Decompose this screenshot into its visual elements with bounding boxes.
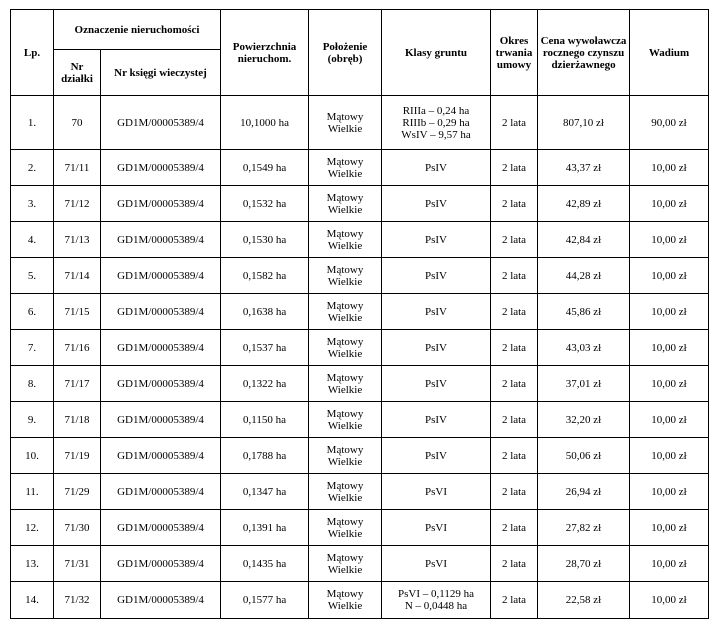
cell-powierzchnia: 0,1322 ha (221, 366, 309, 402)
cell-klasy-gruntu-line: PsIV (425, 233, 448, 246)
cell-cena: 42,89 zł (538, 186, 630, 222)
cell-powierzchnia: 0,1788 ha (221, 438, 309, 474)
cell-klasy-gruntu (382, 546, 491, 582)
cell-klasy-gruntu-line: PsIV (425, 269, 448, 282)
cell-lp: 14. (11, 582, 54, 619)
cell-nr-ksiegi: GD1M/00005389/4 (101, 96, 221, 150)
table-row (11, 222, 709, 258)
cell-polozenie-line: Wielkie (327, 419, 363, 432)
cell-cena: 807,10 zł (538, 96, 630, 150)
cell-okres: 2 lata (491, 438, 538, 474)
cell-lp: 8. (11, 366, 54, 402)
cell-klasy-gruntu-line: PsIV (425, 341, 448, 354)
cell-klasy-gruntu-line: PsIV (425, 377, 448, 390)
cell-cena: 43,03 zł (538, 330, 630, 366)
cell-nr-dzialki: 71/16 (54, 330, 101, 366)
cell-nr-ksiegi: GD1M/00005389/4 (101, 258, 221, 294)
cell-klasy-gruntu (382, 186, 491, 222)
cell-powierzchnia: 0,1150 ha (221, 402, 309, 438)
header-nr-ksiegi: Nr księgi wieczystej (101, 50, 221, 96)
table-row (11, 258, 709, 294)
cell-polozenie-line: Mątowy (326, 299, 364, 312)
cell-cena: 28,70 zł (538, 546, 630, 582)
cell-klasy-gruntu (382, 366, 491, 402)
cell-okres: 2 lata (491, 474, 538, 510)
cell-klasy-gruntu-line: RIIIa – 0,24 ha (402, 104, 470, 117)
cell-okres: 2 lata (491, 510, 538, 546)
cell-powierzchnia: 0,1435 ha (221, 546, 309, 582)
table-row (11, 186, 709, 222)
cell-nr-dzialki: 71/12 (54, 186, 101, 222)
cell-polozenie (309, 546, 382, 582)
cell-lp: 13. (11, 546, 54, 582)
cell-nr-dzialki: 71/30 (54, 510, 101, 546)
cell-okres: 2 lata (491, 96, 538, 150)
cell-okres: 2 lata (491, 294, 538, 330)
cell-klasy-gruntu (382, 510, 491, 546)
cell-polozenie-line: Wielkie (327, 275, 363, 288)
cell-powierzchnia: 0,1537 ha (221, 330, 309, 366)
cell-polozenie-line: Mątowy (326, 407, 364, 420)
cell-wadium: 10,00 zł (630, 222, 709, 258)
cell-wadium: 10,00 zł (630, 330, 709, 366)
cell-powierzchnia: 0,1391 ha (221, 510, 309, 546)
table-row (11, 402, 709, 438)
cell-polozenie-line: Mątowy (326, 443, 364, 456)
table-row (11, 510, 709, 546)
cell-lp: 7. (11, 330, 54, 366)
cell-klasy-gruntu-line: RIIIb – 0,29 ha (402, 116, 470, 129)
cell-cena: 32,20 zł (538, 402, 630, 438)
cell-powierzchnia: 0,1532 ha (221, 186, 309, 222)
cell-polozenie-line: Wielkie (327, 167, 363, 180)
cell-lp: 2. (11, 150, 54, 186)
header-powierzchnia: Powierzchnia nieruchom. (221, 10, 309, 96)
cell-polozenie (309, 150, 382, 186)
cell-okres: 2 lata (491, 582, 538, 619)
cell-nr-dzialki: 71/11 (54, 150, 101, 186)
cell-klasy-gruntu-line: PsIV (425, 413, 448, 426)
cell-powierzchnia: 0,1549 ha (221, 150, 309, 186)
cell-klasy-gruntu (382, 330, 491, 366)
table-row (11, 330, 709, 366)
cell-polozenie-line: Mątowy (326, 551, 364, 564)
cell-polozenie-line: Wielkie (327, 527, 363, 540)
cell-polozenie-line: Wielkie (327, 491, 363, 504)
cell-nr-dzialki: 70 (54, 96, 101, 150)
cell-klasy-gruntu-line: PsVI (425, 485, 448, 498)
cell-wadium: 10,00 zł (630, 510, 709, 546)
cell-polozenie-line: Mątowy (326, 588, 364, 600)
cell-polozenie (309, 366, 382, 402)
cell-polozenie (309, 510, 382, 546)
cell-wadium: 10,00 zł (630, 546, 709, 582)
header-nr-dzialki: Nr działki (54, 50, 101, 96)
cell-klasy-gruntu-line: PsVI (425, 521, 448, 534)
cell-polozenie-line: Mątowy (326, 515, 364, 528)
cell-nr-dzialki: 71/13 (54, 222, 101, 258)
cell-nr-dzialki: 71/31 (54, 546, 101, 582)
cell-wadium: 10,00 zł (630, 150, 709, 186)
cell-polozenie-line: Wielkie (327, 563, 363, 576)
table-row (11, 546, 709, 582)
cell-wadium: 10,00 zł (630, 258, 709, 294)
document-page (10, 9, 709, 619)
cell-polozenie (309, 330, 382, 366)
header-wadium: Wadium (630, 10, 709, 96)
cell-klasy-gruntu (382, 258, 491, 294)
lease-table (10, 9, 709, 619)
cell-okres: 2 lata (491, 546, 538, 582)
cell-okres: 2 lata (491, 186, 538, 222)
header-polozenie: Położenie (obręb) (309, 10, 382, 96)
table-row (11, 438, 709, 474)
cell-polozenie-line: Mątowy (326, 335, 364, 348)
cell-polozenie (309, 582, 382, 619)
cell-nr-ksiegi: GD1M/00005389/4 (101, 222, 221, 258)
cell-polozenie (309, 474, 382, 510)
cell-nr-dzialki: 71/14 (54, 258, 101, 294)
table-body (11, 96, 709, 619)
cell-cena: 22,58 zł (538, 582, 630, 619)
cell-cena: 43,37 zł (538, 150, 630, 186)
header-okres: Okres trwania umowy (491, 10, 538, 96)
table-row (11, 96, 709, 150)
cell-polozenie-line: Mątowy (326, 371, 364, 384)
cell-klasy-gruntu-line: N – 0,0448 ha (404, 600, 468, 612)
cell-polozenie-line: Mątowy (326, 227, 364, 240)
cell-wadium: 10,00 zł (630, 474, 709, 510)
table-row (11, 294, 709, 330)
cell-polozenie-line: Wielkie (327, 122, 363, 135)
cell-klasy-gruntu (382, 438, 491, 474)
cell-nr-ksiegi: GD1M/00005389/4 (101, 510, 221, 546)
cell-nr-dzialki: 71/18 (54, 402, 101, 438)
cell-klasy-gruntu-line: PsIV (425, 197, 448, 210)
cell-lp: 1. (11, 96, 54, 150)
cell-wadium: 10,00 zł (630, 438, 709, 474)
cell-powierzchnia: 0,1638 ha (221, 294, 309, 330)
cell-lp: 5. (11, 258, 54, 294)
cell-klasy-gruntu (382, 294, 491, 330)
cell-cena: 26,94 zł (538, 474, 630, 510)
cell-lp: 11. (11, 474, 54, 510)
cell-wadium: 10,00 zł (630, 366, 709, 402)
table-row (11, 474, 709, 510)
cell-powierzchnia: 0,1347 ha (221, 474, 309, 510)
header-lp: Lp. (11, 10, 54, 96)
cell-nr-ksiegi: GD1M/00005389/4 (101, 150, 221, 186)
cell-nr-ksiegi: GD1M/00005389/4 (101, 402, 221, 438)
cell-nr-dzialki: 71/19 (54, 438, 101, 474)
cell-okres: 2 lata (491, 150, 538, 186)
cell-cena: 42,84 zł (538, 222, 630, 258)
cell-nr-ksiegi: GD1M/00005389/4 (101, 366, 221, 402)
cell-lp: 9. (11, 402, 54, 438)
cell-powierzchnia: 0,1582 ha (221, 258, 309, 294)
cell-polozenie-line: Mątowy (326, 191, 364, 204)
cell-polozenie-line: Mątowy (326, 479, 364, 492)
cell-okres: 2 lata (491, 330, 538, 366)
cell-wadium: 10,00 zł (630, 402, 709, 438)
cell-powierzchnia: 0,1530 ha (221, 222, 309, 258)
cell-nr-dzialki: 71/17 (54, 366, 101, 402)
cell-polozenie-line: Wielkie (327, 239, 363, 252)
cell-okres: 2 lata (491, 366, 538, 402)
cell-klasy-gruntu (382, 474, 491, 510)
cell-nr-ksiegi: GD1M/00005389/4 (101, 546, 221, 582)
cell-polozenie-line: Wielkie (327, 383, 363, 396)
cell-nr-dzialki: 71/32 (54, 582, 101, 619)
cell-wadium: 10,00 zł (630, 582, 709, 619)
cell-klasy-gruntu-line: WsIV – 9,57 ha (401, 128, 471, 141)
cell-polozenie-line: Mątowy (326, 110, 364, 123)
cell-okres: 2 lata (491, 222, 538, 258)
cell-polozenie-line: Wielkie (327, 347, 363, 360)
cell-klasy-gruntu (382, 582, 491, 619)
cell-cena: 27,82 zł (538, 510, 630, 546)
cell-cena: 50,06 zł (538, 438, 630, 474)
cell-nr-ksiegi: GD1M/00005389/4 (101, 438, 221, 474)
cell-klasy-gruntu (382, 222, 491, 258)
cell-polozenie-line: Wielkie (327, 600, 363, 612)
cell-polozenie (309, 222, 382, 258)
cell-nr-dzialki: 71/15 (54, 294, 101, 330)
header-oznaczenie: Oznaczenie nieruchomości (54, 10, 221, 50)
table-row (11, 582, 709, 619)
table-row (11, 150, 709, 186)
cell-polozenie-line: Wielkie (327, 311, 363, 324)
cell-lp: 10. (11, 438, 54, 474)
cell-powierzchnia: 0,1577 ha (221, 582, 309, 619)
cell-klasy-gruntu (382, 402, 491, 438)
cell-polozenie (309, 258, 382, 294)
cell-cena: 44,28 zł (538, 258, 630, 294)
cell-polozenie-line: Mątowy (326, 263, 364, 276)
cell-nr-dzialki: 71/29 (54, 474, 101, 510)
cell-nr-ksiegi: GD1M/00005389/4 (101, 474, 221, 510)
cell-klasy-gruntu-line: PsIV (425, 161, 448, 174)
cell-klasy-gruntu (382, 150, 491, 186)
cell-polozenie-line: Wielkie (327, 455, 363, 468)
cell-wadium: 10,00 zł (630, 186, 709, 222)
cell-polozenie (309, 294, 382, 330)
header-cena: Cena wywoławcza rocznego czynszu dzierżawnego (538, 10, 630, 96)
cell-lp: 4. (11, 222, 54, 258)
cell-nr-ksiegi: GD1M/00005389/4 (101, 330, 221, 366)
cell-lp: 12. (11, 510, 54, 546)
cell-lp: 6. (11, 294, 54, 330)
cell-klasy-gruntu-line: PsVI – 0,1129 ha (398, 588, 474, 600)
cell-nr-ksiegi: GD1M/00005389/4 (101, 186, 221, 222)
header-klasy: Klasy gruntu (382, 10, 491, 96)
cell-klasy-gruntu-line: PsIV (425, 305, 448, 318)
cell-powierzchnia: 10,1000 ha (221, 96, 309, 150)
cell-klasy-gruntu-line: PsVI (425, 557, 448, 570)
cell-polozenie (309, 96, 382, 150)
cell-okres: 2 lata (491, 258, 538, 294)
cell-klasy-gruntu-line: PsIV (425, 449, 448, 462)
cell-polozenie (309, 438, 382, 474)
cell-polozenie (309, 186, 382, 222)
cell-cena: 45,86 zł (538, 294, 630, 330)
cell-lp: 3. (11, 186, 54, 222)
cell-nr-ksiegi: GD1M/00005389/4 (101, 294, 221, 330)
cell-klasy-gruntu (382, 96, 491, 150)
cell-wadium: 90,00 zł (630, 96, 709, 150)
cell-polozenie (309, 402, 382, 438)
header-row-top (11, 10, 709, 50)
cell-polozenie-line: Wielkie (327, 203, 363, 216)
cell-polozenie-line: Mątowy (326, 155, 364, 168)
cell-cena: 37,01 zł (538, 366, 630, 402)
cell-wadium: 10,00 zł (630, 294, 709, 330)
table-row (11, 366, 709, 402)
cell-nr-ksiegi: GD1M/00005389/4 (101, 582, 221, 619)
cell-okres: 2 lata (491, 402, 538, 438)
